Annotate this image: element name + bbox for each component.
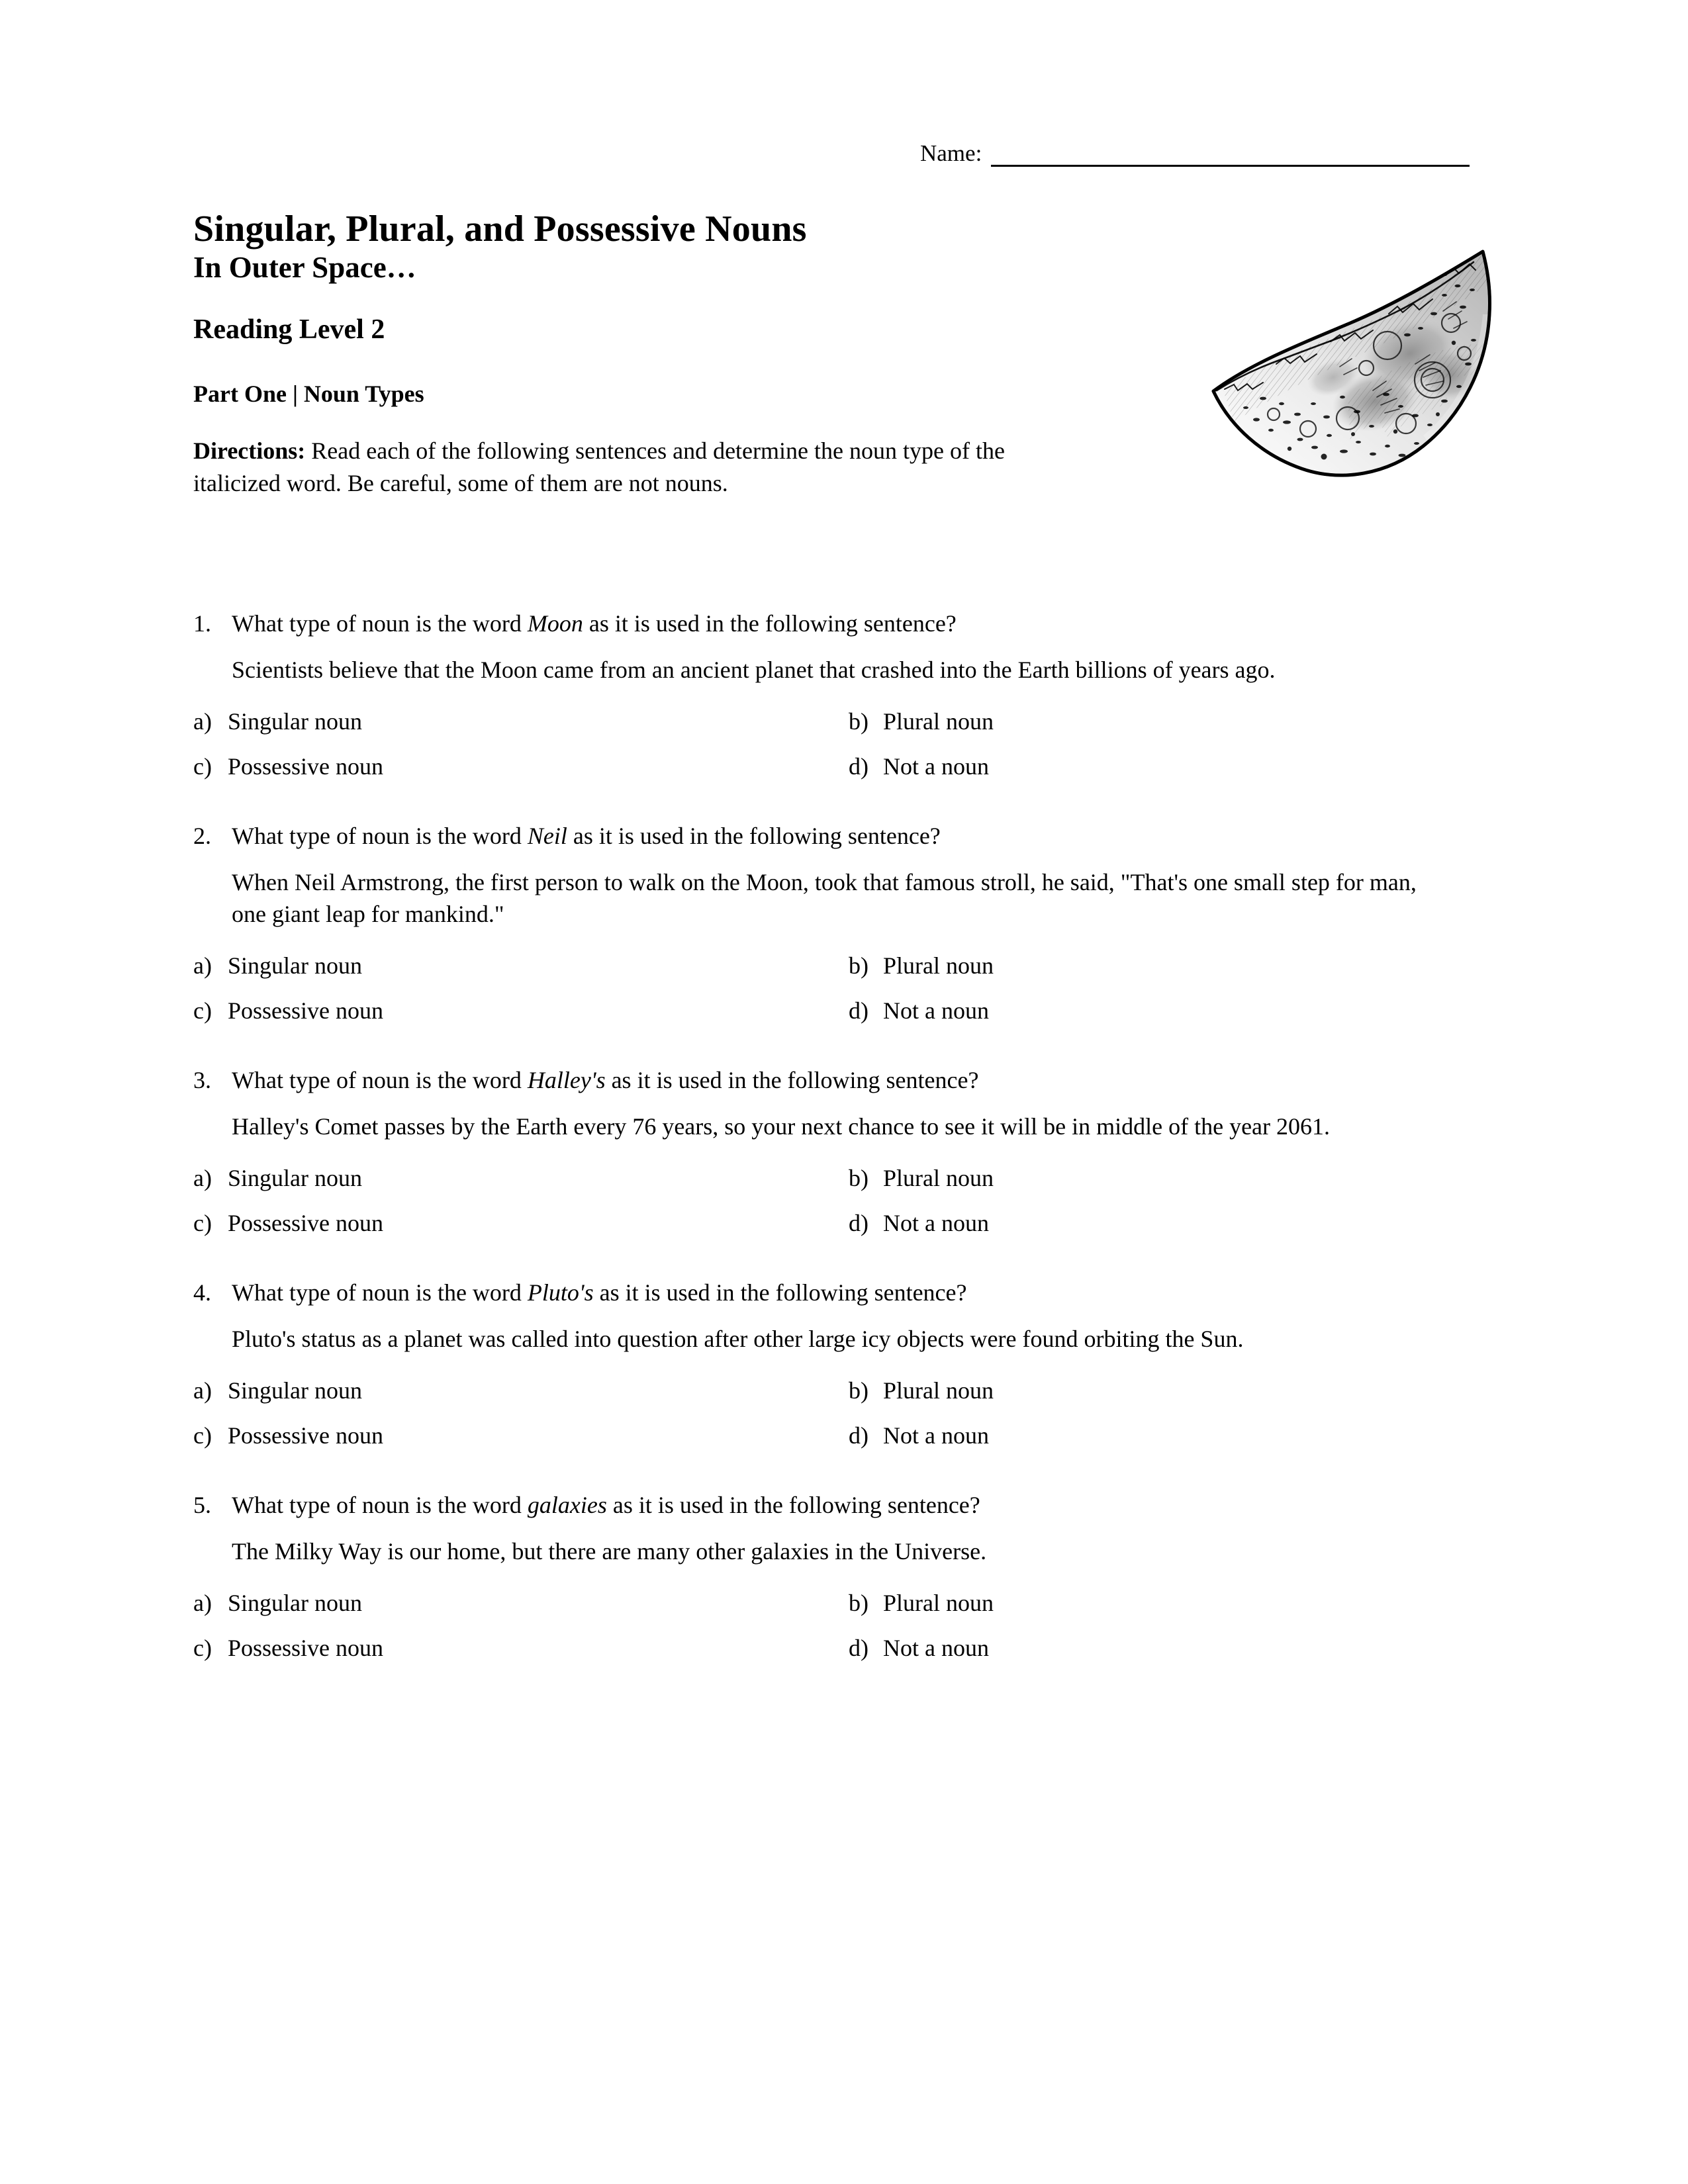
answer-option-c[interactable] [193, 1420, 849, 1451]
option-label: Singular noun [228, 952, 362, 979]
option-letter: d) [849, 1210, 868, 1236]
answer-options [193, 1375, 1491, 1451]
option-label: Not a noun [883, 1422, 989, 1449]
answer-option-row [193, 995, 1491, 1026]
option-label: Singular noun [228, 1377, 362, 1404]
question-prompt [232, 1064, 1491, 1096]
option-label: Singular noun [228, 1165, 362, 1191]
directions-paragraph [193, 435, 1054, 500]
prompt-before: What type of noun is the word [232, 610, 528, 637]
question-item [193, 820, 1491, 1026]
prompt-before: What type of noun is the word [232, 1279, 528, 1306]
question-sentence: Scientists believe that the Moon came from an ancient planet that crashed into the Earth billions of years ago. [232, 657, 1276, 683]
option-letter: a) [193, 1377, 212, 1404]
answer-option-row [193, 705, 1491, 737]
answer-options [193, 705, 1491, 782]
option-label: Possessive noun [228, 1422, 384, 1449]
option-label: Plural noun [883, 708, 994, 735]
option-letter: b) [849, 952, 868, 979]
prompt-before: What type of noun is the word [232, 823, 528, 849]
option-label: Not a noun [883, 1635, 989, 1661]
answer-option-a[interactable] [193, 705, 849, 737]
answer-option-d[interactable] [849, 1420, 989, 1451]
question-item [193, 1489, 1491, 1664]
prompt-before: What type of noun is the word [232, 1492, 528, 1518]
option-letter: c) [193, 997, 212, 1024]
option-letter: d) [849, 1635, 868, 1661]
question-number: 5. [193, 1492, 211, 1518]
answer-option-d[interactable] [849, 1632, 989, 1664]
prompt-after: as it is used in the following sentence? [583, 610, 957, 637]
answer-options [193, 1587, 1491, 1664]
option-letter: a) [193, 708, 212, 735]
question-sentence: Pluto's status as a planet was called into question after other large icy objects were found orbiting the Sun. [232, 1326, 1244, 1352]
question-number: 2. [193, 823, 211, 849]
option-letter: b) [849, 708, 868, 735]
option-label: Singular noun [228, 1590, 362, 1616]
answer-option-row [193, 1420, 1491, 1451]
option-letter: c) [193, 1422, 212, 1449]
question-number: 1. [193, 610, 211, 637]
option-label: Not a noun [883, 997, 989, 1024]
answer-option-row [193, 1207, 1491, 1239]
option-label: Possessive noun [228, 1635, 384, 1661]
option-label: Plural noun [883, 1590, 994, 1616]
option-label: Plural noun [883, 1377, 994, 1404]
answer-option-c[interactable] [193, 751, 849, 782]
question-prompt-row [193, 820, 1491, 852]
question-prompt [232, 608, 1491, 639]
answer-option-c[interactable] [193, 1207, 849, 1239]
option-letter: a) [193, 952, 212, 979]
name-input-blank[interactable] [991, 141, 1470, 167]
name-field [920, 140, 1470, 167]
option-label: Not a noun [883, 753, 989, 780]
question-item [193, 1064, 1491, 1239]
answer-option-c[interactable] [193, 995, 849, 1026]
answer-option-d[interactable] [849, 995, 989, 1026]
questions-list [193, 608, 1491, 1702]
prompt-after: as it is used in the following sentence? [605, 1067, 979, 1093]
answer-option-a[interactable] [193, 1162, 849, 1194]
answer-options [193, 950, 1491, 1026]
option-label: Singular noun [228, 708, 362, 735]
answer-option-d[interactable] [849, 1207, 989, 1239]
option-letter: d) [849, 997, 868, 1024]
option-label: Possessive noun [228, 753, 384, 780]
option-label: Plural noun [883, 1165, 994, 1191]
option-letter: c) [193, 1210, 212, 1236]
italicized-word: Halley's [527, 1067, 606, 1093]
option-label: Possessive noun [228, 997, 384, 1024]
question-item [193, 1277, 1491, 1451]
answer-option-c[interactable] [193, 1632, 849, 1664]
answer-option-b[interactable] [849, 1375, 994, 1406]
answer-option-b[interactable] [849, 705, 994, 737]
question-sentence: Halley's Comet passes by the Earth every 76 years, so your next chance to see it will be in middle of the year 2061. [232, 1113, 1331, 1140]
name-label: Name: [920, 140, 982, 166]
option-label: Plural noun [883, 952, 994, 979]
answer-option-b[interactable] [849, 1587, 994, 1619]
question-prompt-row [193, 1064, 1491, 1096]
directions-text: Read each of the following sentences and determine the noun type of the italicized word. Be careful, some of them are not nouns. [193, 437, 1005, 496]
directions-label: Directions: [193, 437, 306, 464]
answer-options [193, 1162, 1491, 1239]
page-title: Singular, Plural, and Possessive Nouns [193, 208, 807, 250]
prompt-before: What type of noun is the word [232, 1067, 528, 1093]
question-prompt-row [193, 1277, 1491, 1308]
italicized-word: Neil [527, 823, 567, 849]
question-number: 3. [193, 1067, 211, 1093]
question-prompt-row [193, 608, 1491, 639]
option-letter: b) [849, 1377, 868, 1404]
option-letter: b) [849, 1590, 868, 1616]
answer-option-a[interactable] [193, 950, 849, 981]
option-letter: a) [193, 1165, 212, 1191]
answer-option-row [193, 751, 1491, 782]
answer-option-row [193, 1632, 1491, 1664]
prompt-after: as it is used in the following sentence? [593, 1279, 967, 1306]
option-letter: d) [849, 1422, 868, 1449]
worksheet-header [193, 208, 1186, 500]
answer-option-d[interactable] [849, 751, 989, 782]
answer-option-row [193, 1162, 1491, 1194]
crescent-moon-icon [1177, 224, 1501, 482]
answer-option-a[interactable] [193, 1375, 849, 1406]
option-letter: c) [193, 1635, 212, 1661]
option-letter: d) [849, 753, 868, 780]
question-item [193, 608, 1491, 782]
option-letter: c) [193, 753, 212, 780]
question-prompt [232, 1489, 1491, 1521]
option-letter: b) [849, 1165, 868, 1191]
answer-option-row [193, 950, 1491, 981]
question-prompt [232, 820, 1491, 852]
answer-option-b[interactable] [849, 950, 994, 981]
option-label: Not a noun [883, 1210, 989, 1236]
italicized-word: Pluto's [527, 1279, 594, 1306]
reading-level-label: Reading Level 2 [193, 314, 385, 345]
answer-option-a[interactable] [193, 1587, 849, 1619]
prompt-after: as it is used in the following sentence? [567, 823, 941, 849]
question-sentence: The Milky Way is our home, but there are many other galaxies in the Universe. [232, 1538, 987, 1565]
prompt-after: as it is used in the following sentence? [606, 1492, 980, 1518]
page-subtitle: In Outer Space… [193, 251, 416, 284]
question-sentence: When Neil Armstrong, the first person to walk on the Moon, took that famous stroll, he said, "That's one small step for man, one giant leap for mankind." [232, 869, 1417, 927]
question-prompt [232, 1277, 1491, 1308]
answer-option-b[interactable] [849, 1162, 994, 1194]
answer-option-row [193, 1587, 1491, 1619]
italicized-word: Moon [527, 610, 583, 637]
italicized-word: galaxies [527, 1492, 607, 1518]
question-number: 4. [193, 1279, 211, 1306]
question-prompt-row [193, 1489, 1491, 1521]
option-label: Possessive noun [228, 1210, 384, 1236]
part-heading: Part One | Noun Types [193, 381, 424, 407]
option-letter: a) [193, 1590, 212, 1616]
answer-option-row [193, 1375, 1491, 1406]
